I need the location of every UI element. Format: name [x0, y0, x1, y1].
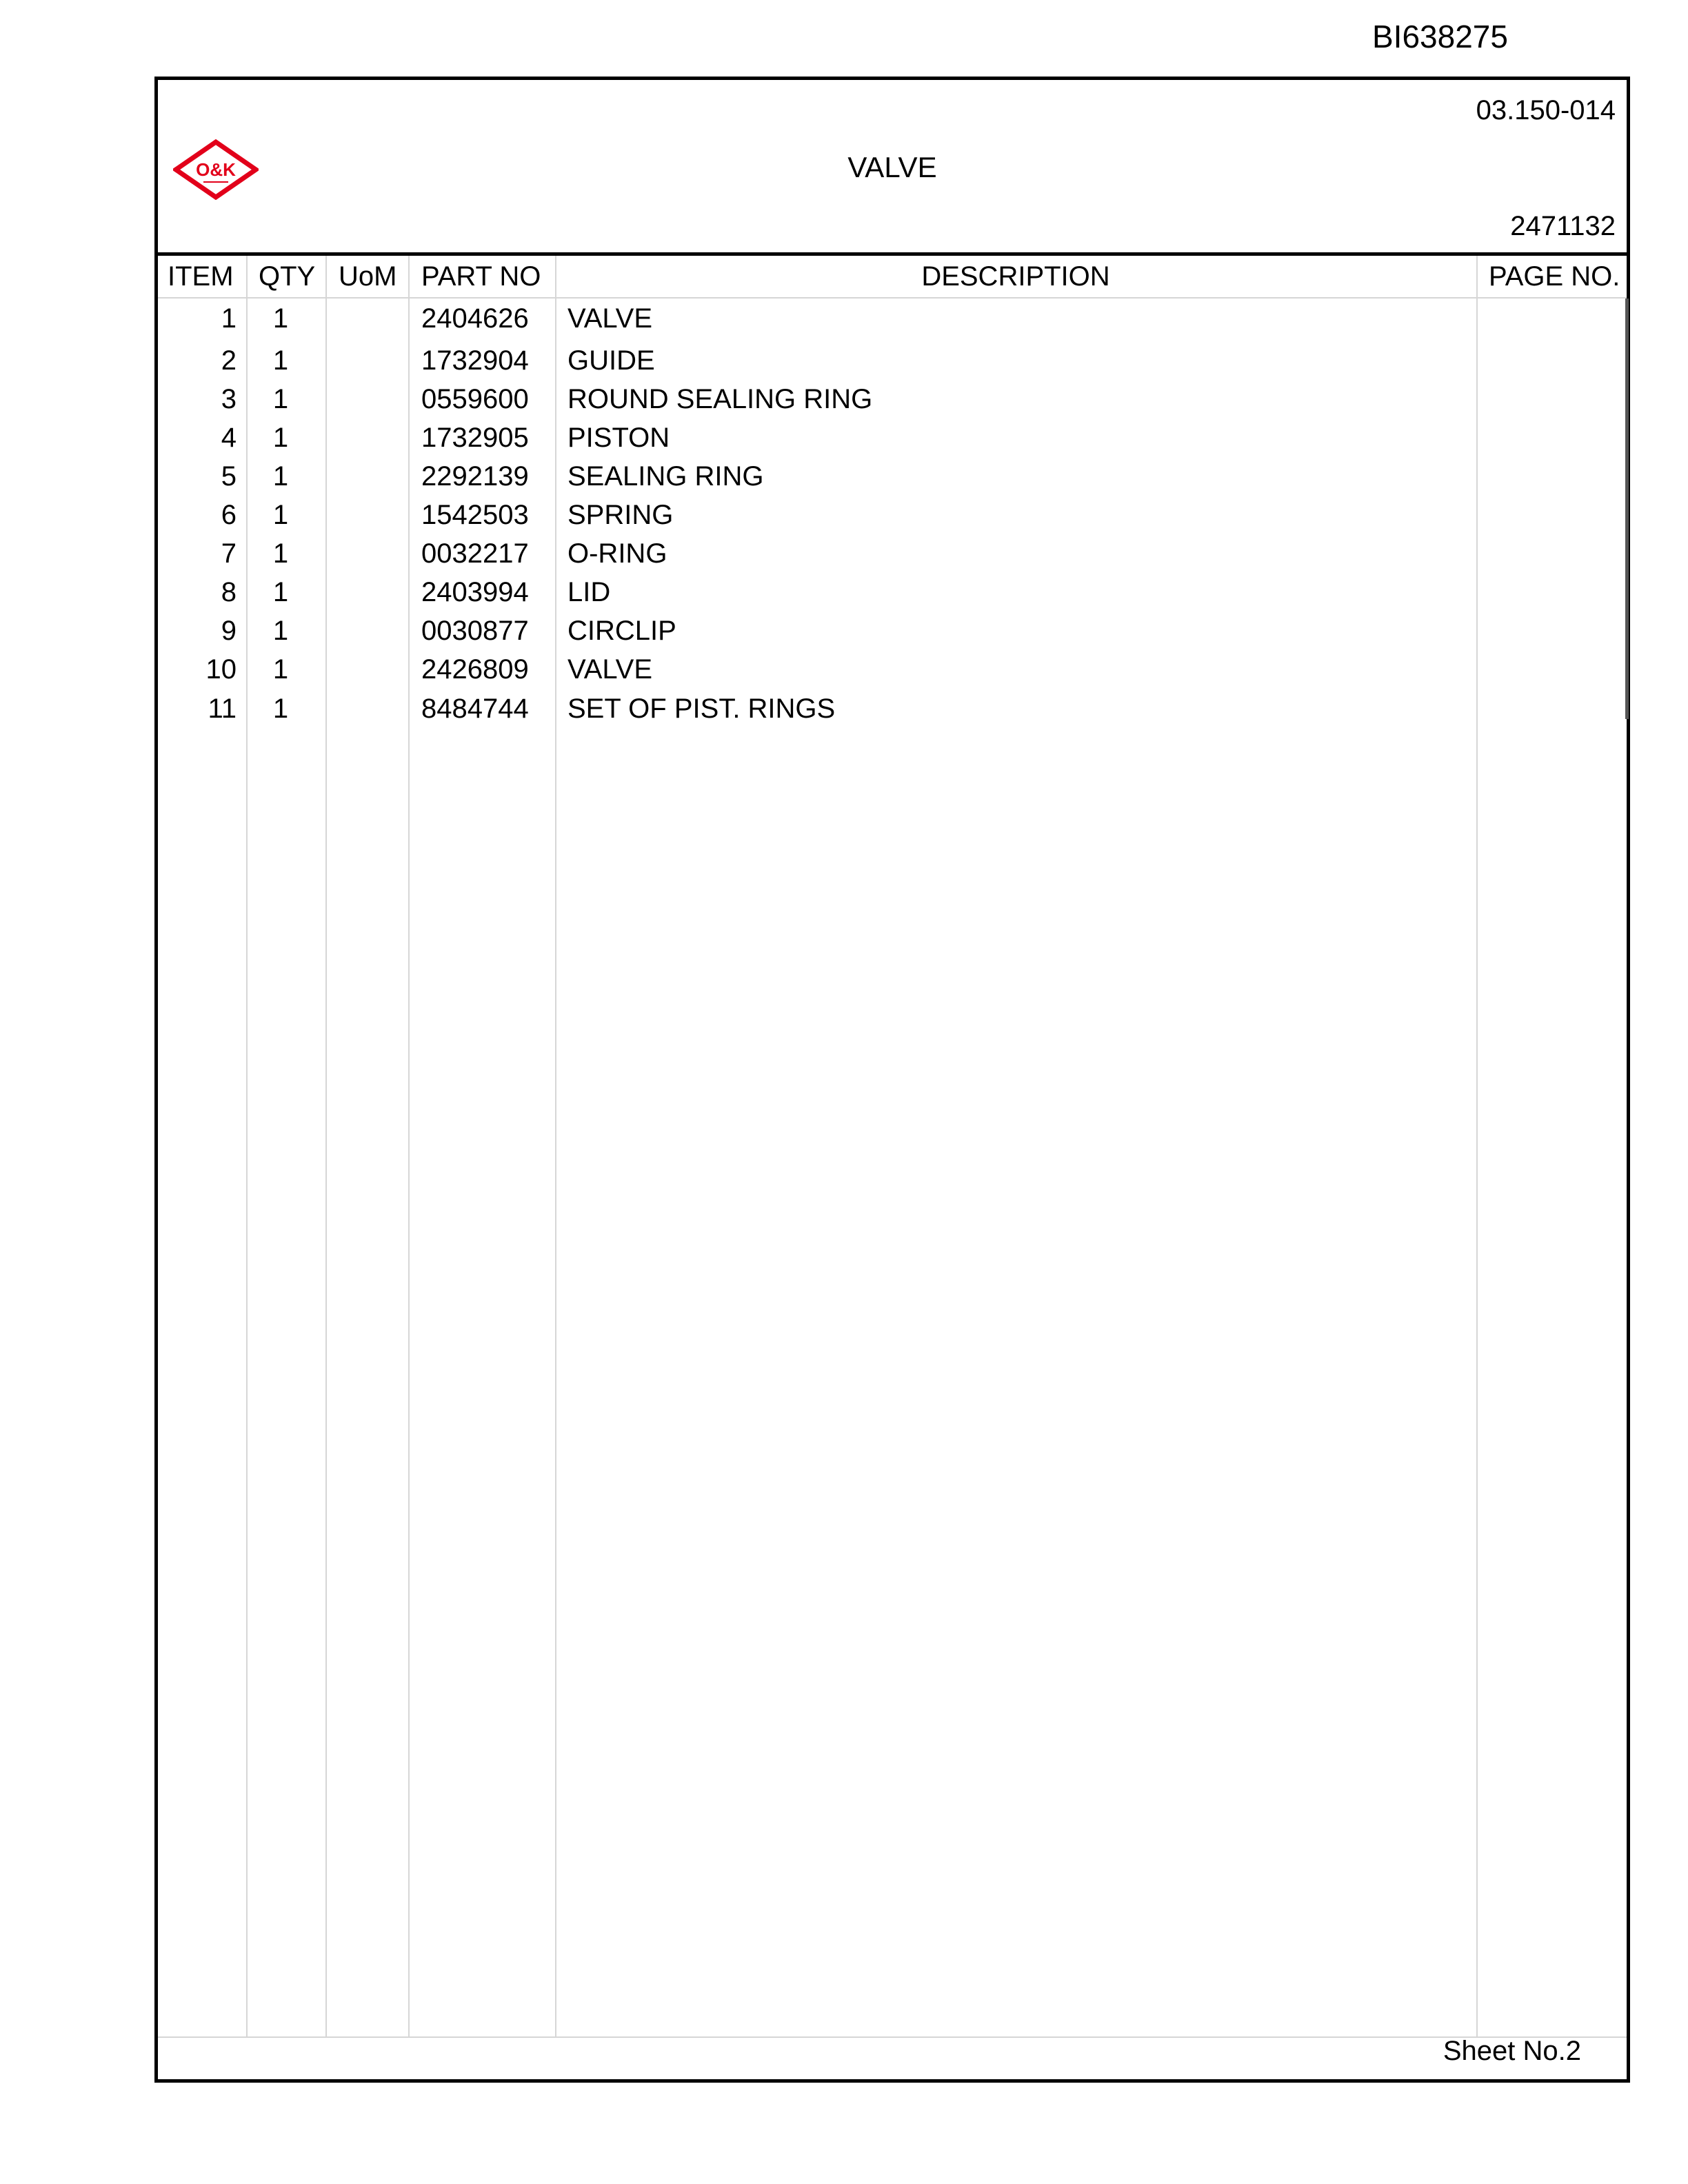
qty-cell: 1 — [272, 577, 289, 607]
column-header-item: ITEM — [168, 261, 234, 292]
table-row — [158, 418, 1627, 457]
table-row — [158, 496, 1627, 534]
part-no-cell: 0030877 — [421, 616, 529, 646]
table-row — [158, 380, 1627, 418]
part-no-cell: 8484744 — [421, 694, 529, 724]
table-row — [158, 457, 1627, 496]
table-row — [158, 299, 1627, 338]
part-no-cell: 2403994 — [421, 577, 529, 607]
item-cell: 2 — [221, 345, 237, 376]
part-no-cell: 2404626 — [421, 303, 529, 334]
description-cell: GUIDE — [567, 345, 655, 376]
logo-text: O&K — [196, 159, 236, 180]
part-no-cell: 1732905 — [421, 423, 529, 453]
item-cell: 8 — [221, 577, 237, 607]
column-header-description: DESCRIPTION — [921, 261, 1110, 292]
item-cell: 5 — [221, 461, 237, 492]
item-cell: 3 — [221, 384, 237, 414]
item-cell: 7 — [221, 538, 237, 569]
description-cell: ROUND SEALING RING — [567, 384, 873, 414]
description-cell: SEALING RING — [567, 461, 764, 492]
description-cell: VALVE — [567, 303, 653, 334]
description-cell: PISTON — [567, 423, 670, 453]
description-cell: LID — [567, 577, 611, 607]
qty-cell: 1 — [272, 384, 289, 414]
qty-cell: 1 — [272, 423, 289, 453]
page-title: VALVE — [847, 151, 937, 183]
part-no-cell: 1542503 — [421, 500, 529, 530]
parts-list-frame — [154, 77, 1630, 2083]
section-code: 03.150-014 — [1476, 95, 1616, 125]
part-no-cell: 2292139 — [421, 461, 529, 492]
item-cell: 4 — [221, 423, 237, 453]
table-row — [158, 573, 1627, 611]
part-no-cell: 1732904 — [421, 345, 529, 376]
part-no-cell: 0559600 — [421, 384, 529, 414]
description-cell: SET OF PIST. RINGS — [567, 694, 836, 724]
qty-cell: 1 — [272, 461, 289, 492]
table-bottom-divider — [158, 2036, 1627, 2038]
part-no-cell: 2426809 — [421, 654, 529, 685]
column-header-uom: UoM — [339, 261, 397, 292]
qty-cell: 1 — [272, 303, 289, 334]
item-cell: 11 — [208, 694, 237, 724]
column-header-part-no: PART NO — [421, 261, 541, 292]
assembly-number: 2471132 — [1510, 211, 1616, 241]
item-cell: 10 — [205, 654, 237, 685]
table-row — [158, 611, 1627, 650]
description-cell: VALVE — [567, 654, 653, 685]
qty-cell: 1 — [272, 500, 289, 530]
document-id: BI638275 — [1372, 19, 1508, 54]
table-row — [158, 650, 1627, 689]
qty-cell: 1 — [272, 538, 289, 569]
description-cell: SPRING — [567, 500, 674, 530]
qty-cell: 1 — [272, 345, 289, 376]
qty-cell: 1 — [272, 616, 289, 646]
table-row — [158, 341, 1627, 380]
item-cell: 1 — [221, 303, 237, 334]
item-cell: 9 — [221, 616, 237, 646]
table-row — [158, 534, 1627, 573]
description-cell: CIRCLIP — [567, 616, 676, 646]
header-row-divider — [158, 297, 1627, 299]
item-cell: 6 — [221, 500, 237, 530]
column-header-qty: QTY — [259, 261, 316, 292]
table-row — [158, 689, 1627, 728]
part-no-cell: 0032217 — [421, 538, 529, 569]
column-header-page-no: PAGE NO. — [1489, 261, 1620, 292]
qty-cell: 1 — [272, 654, 289, 685]
sheet-number: Sheet No.2 — [1443, 2036, 1581, 2066]
parts-table — [158, 256, 1627, 2038]
title-block — [158, 80, 1627, 256]
description-cell: O-RING — [567, 538, 667, 569]
qty-cell: 1 — [272, 694, 289, 724]
